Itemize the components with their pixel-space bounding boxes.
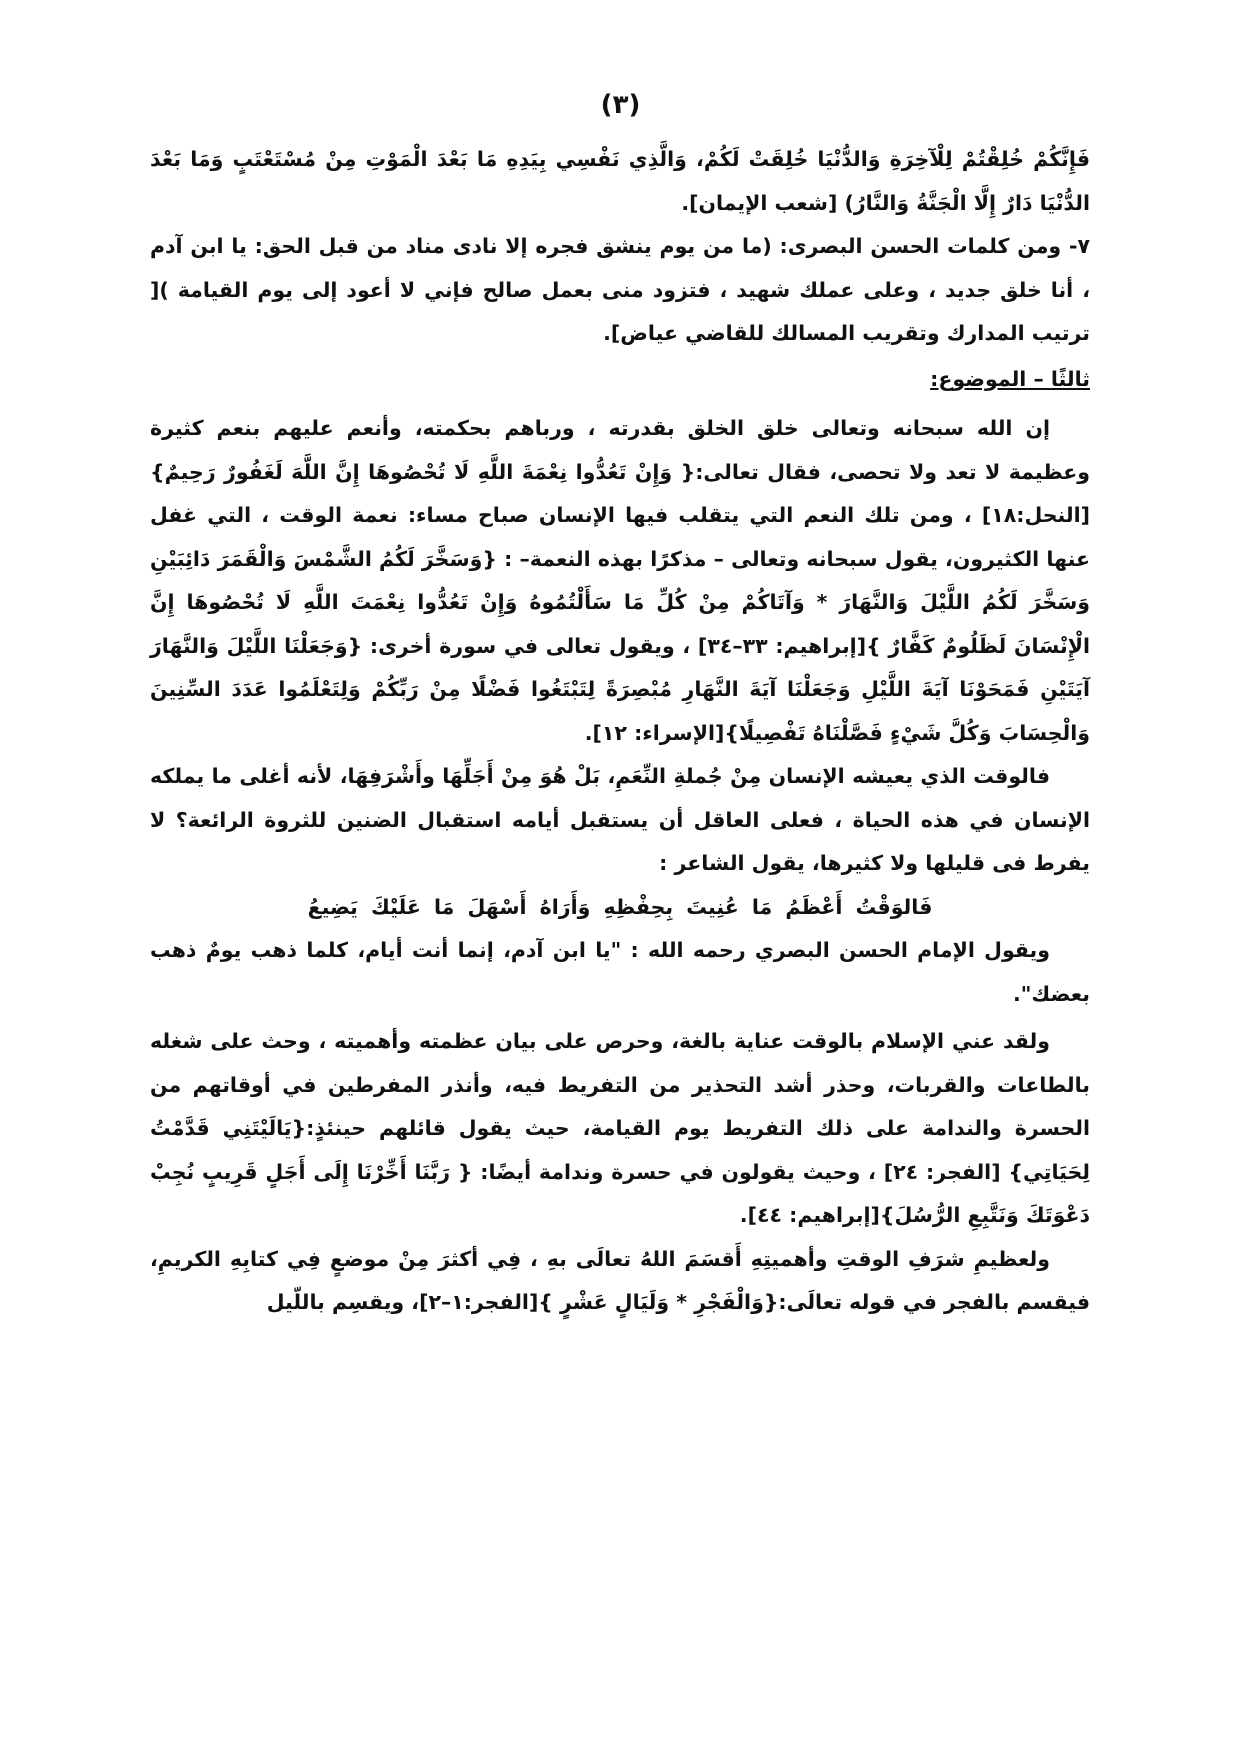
list-item-7: ٧- ومن كلمات الحسن البصرى: (ما من يوم ينشق فجره إلا نادى مناد من قبل الحق: يا ابن آدم ، أنا خلق جديد ، وعلى عملك شهيد ، فتزود منى بعمل صالح فإني لا أعود إلى يوم القيامة )[ ترتيب المدارك وتقريب المسالك للقاضي عياض].: [150, 234, 1090, 345]
paragraph-1: إن الله سبحانه وتعالى خلق الخلق بقدرته ، ورباهم بحكمته، وأنعم عليهم بنعم كثيرة وعظيمة لا تعد ولا تحصى، فقال تعالى:{ وَإِنْ تَعُدُّوا نِعْمَةَ اللَّهِ لَا تُحْصُوهَا إِنَّ اللَّهَ لَغَفُورٌ رَحِيمٌ}[النحل:١٨] ، ومن تلك النعم التي يتقلب فيها الإنسان صباح مساء: نعمة الوقت ، التي غفل عنها الكثيرون، يقول سبحانه وتعالى – مذكرًا بهذه النعمة– : {وَسَخَّرَ لَكُمُ الشَّمْسَ وَالْقَمَرَ دَائِبَيْنِ وَسَخَّرَ لَكُمُ اللَّيْلَ وَالنَّهَارَ * وَآتَاكُمْ مِنْ كُلِّ مَا سَأَلْتُمُوهُ وَإِنْ تَعُدُّوا نِعْمَتَ اللَّهِ لَا تُحْصُوهَا إِنَّ الْإِنْسَانَ لَظَلُومٌ كَفَّارٌ }[إبراهيم: ٣٣–٣٤] ، ويقول تعالى في سورة أخرى: {وَجَعَلْنَا اللَّيْلَ وَالنَّهَارَ آيَتَيْنِ فَمَحَوْنَا آيَةَ اللَّيْلِ وَجَعَلْنَا آيَةَ النَّهَارِ مُبْصِرَةً لِتَبْتَغُوا فَضْلًا مِنْ رَبِّكُمْ وَلِتَعْلَمُوا عَدَدَ السِّنِينَ وَالْحِسَابَ وَكُلَّ شَيْءٍ فَصَّلْنَاهُ تَفْصِيلًا}[الإسراء: ١٢].: [150, 416, 1090, 745]
paragraph-4: ولقد عني الإسلام بالوقت عناية بالغة، وحرص على بيان عظمته وأهميته ، وحث على شغله بالطاعات والقربات، وحذر أشد التحذير من التفريط فيه، وأنذر المفرطين في أوقاتهم من الحسرة والندامة على ذلك التفريط يوم القيامة، حيث يقول قائلهم حينئذٍ:{يَالَيْتَنِي قَدَّمْتُ لِحَيَاتِي} [الفجر: ٢٤] ، وحيث يقولون في حسرة وندامة أيضًا: { رَبَّنَا أَخِّرْنَا إِلَى أَجَلٍ قَرِيبٍ نُجِبْ دَعْوَتَكَ وَنَتَّبِعِ الرُّسُلَ}[إبراهيم: ٤٤].: [150, 1029, 1090, 1227]
paragraph-5: ولعظيمِ شرَفِ الوقتِ وأهميتِهِ أَقسَمَ اللهُ تعالَى بهِ ، فِي أكثرَ مِنْ موضعٍ فِي كتابِهِ الكريمِ، فيقسم بالفجر في قوله تعالَى:{وَالْفَجْرِ * وَلَيَالٍ عَشْرٍ }[الفجر:١–٢]، ويقسِم باللّيل: [150, 1246, 1090, 1314]
section-heading: ثالثًا – الموضوع:: [930, 366, 1090, 391]
page-body: [150, 138, 1090, 1325]
hadith-ending-paragraph: فَإِنَّكُمْ خُلِقْتُمْ لِلْآخِرَةِ وَالدُّنْيَا خُلِقَتْ لَكُمْ، وَالَّذِي نَفْسِي بِيَدِهِ مَا بَعْدَ الْمَوْتِ مِنْ مُسْتَعْتَبٍ وَمَا بَعْدَ الدُّنْيَا دَارٌ إِلَّا الْجَنَّةُ وَالنَّارُ) [شعب الإيمان].: [150, 147, 1090, 215]
poem-verse: فَالوَقْتُ أَعْظَمُ مَا عُنِيتَ بِحِفْظِهِ وَأَرَاهُ أَسْهَلَ مَا عَلَيْكَ يَضِيعُ: [307, 894, 933, 919]
paragraph-3: ويقول الإمام الحسن البصري رحمه الله : "يا ابن آدم، إنما أنت أيام، كلما ذهب يومٌ ذهب بعضك".: [150, 938, 1090, 1006]
page-number: (٣): [600, 90, 641, 120]
paragraph-2: فالوقت الذي يعيشه الإنسان مِنْ جُملةِ النِّعَمِ، بَلْ هُوَ مِنْ أَجَلِّهَا وأَشْرَفِهَا، لأنه أغلى ما يملكه الإنسان في هذه الحياة ، فعلى العاقل أن يستقبل أيامه استقبال الضنين للثروة الرائعة؟ لا يفرط فى قليلها ولا كثيرها، يقول الشاعر :: [150, 764, 1090, 875]
